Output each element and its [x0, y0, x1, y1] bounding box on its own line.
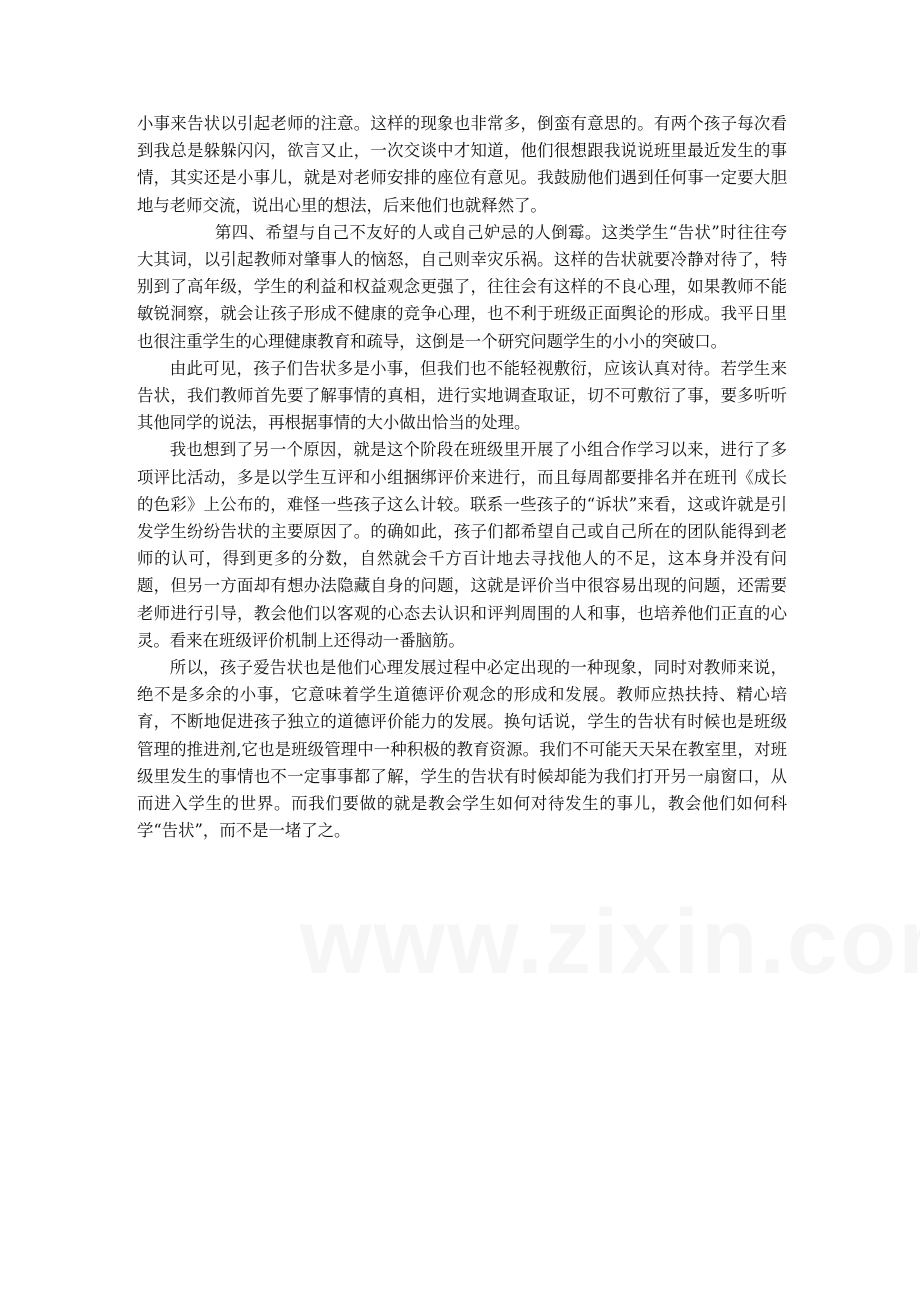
paragraph-continuation: 小事来告状以引起老师的注意。这样的现象也非常多，倒蛮有意思的。有两个孩子每次看到我总是躲躲闪闪，欲言又止，一次交谈中才知道，他们很想跟我说说班里最近发生的事情，其实还是小事儿，就是对老师安排的座位有意见。我鼓励他们遇到任何事一定要大胆地与老师交流，说出心里的想法，后来他们也就释然了。	[137, 114, 787, 215]
paragraph-point-four: 第四、希望与自己不友好的人或自己妒忌的人倒霉。这类学生“告状”时往往夸大其词，以引起教师对肇事人的恼怒，自己则幸灾乐祸。这样的告状就要冷静对待了，特别到了高年级，学生的利益和权益观念更强了，往往会有这样的不良心理，如果教师不能敏锐洞察，就会让孩子形成不健康的竞争心理，也不利于班级正面舆论的形成。我平日里也很注重学生的心理健康教育和疏导，这倒是一个研究问题学生的小小的突破口。	[137, 222, 787, 351]
paragraph-conclusion: 由此可见，孩子们告状多是小事，但我们也不能轻视敷衍，应该认真对待。若学生来告状，我们教师首先要了解事情的真相，进行实地调查取证，切不可敷衍了事，要多听听其他同学的说法，再根据事情的大小做出恰当的处理。	[137, 358, 787, 433]
watermark	[300, 890, 920, 995]
paragraph-another-reason: 我也想到了另一个原因，就是这个阶段在班级里开展了小组合作学习以来，进行了多项评比活动，多是以学生互评和小组捆绑评价来进行，而且每周都要排名并在班刊《成长的色彩》上公布的，难怪一些孩子这么计较。联系一些孩子的“诉状”来看，这或许就是引发学生纷纷告状的主要原因了。的确如此，孩子们都希望自己或自己所在的团队能得到老师的认可，得到更多的分数，自然就会千方百计地去寻找他人的不足，这本身并没有问题，但另一方面却有想办法隐藏自身的问题，这就是评价当中很容易出现的问题，还需要老师进行引导，教会他们以客观的心态去认识和评判周围的人和事，也培养他们正直的心灵。看来在班级评价机制上还得动一番脑筋。	[137, 440, 787, 650]
document-body	[137, 110, 787, 844]
paragraph-summary: 所以，孩子爱告状也是他们心理发展过程中必定出现的一种现象，同时对教师来说，绝不是多余的小事，它意味着学生道德评价观念的形成和发展。教师应热扶持、精心培育，不断地促进孩子独立的道德评价能力的发展。换句话说，学生的告状有时候也是班级管理的推进剂,它也是班级管理中一种积极的教育资源。我们不可能天天呆在教室里，对班级里发生的事情也不一定事事都了解，学生的告状有时候却能为我们打开另一扇窗口，从而进入学生的世界。而我们要做的就是教会学生如何对待发生的事儿，教会他们如何科学“告状”，而不是一堵了之。	[137, 658, 787, 841]
